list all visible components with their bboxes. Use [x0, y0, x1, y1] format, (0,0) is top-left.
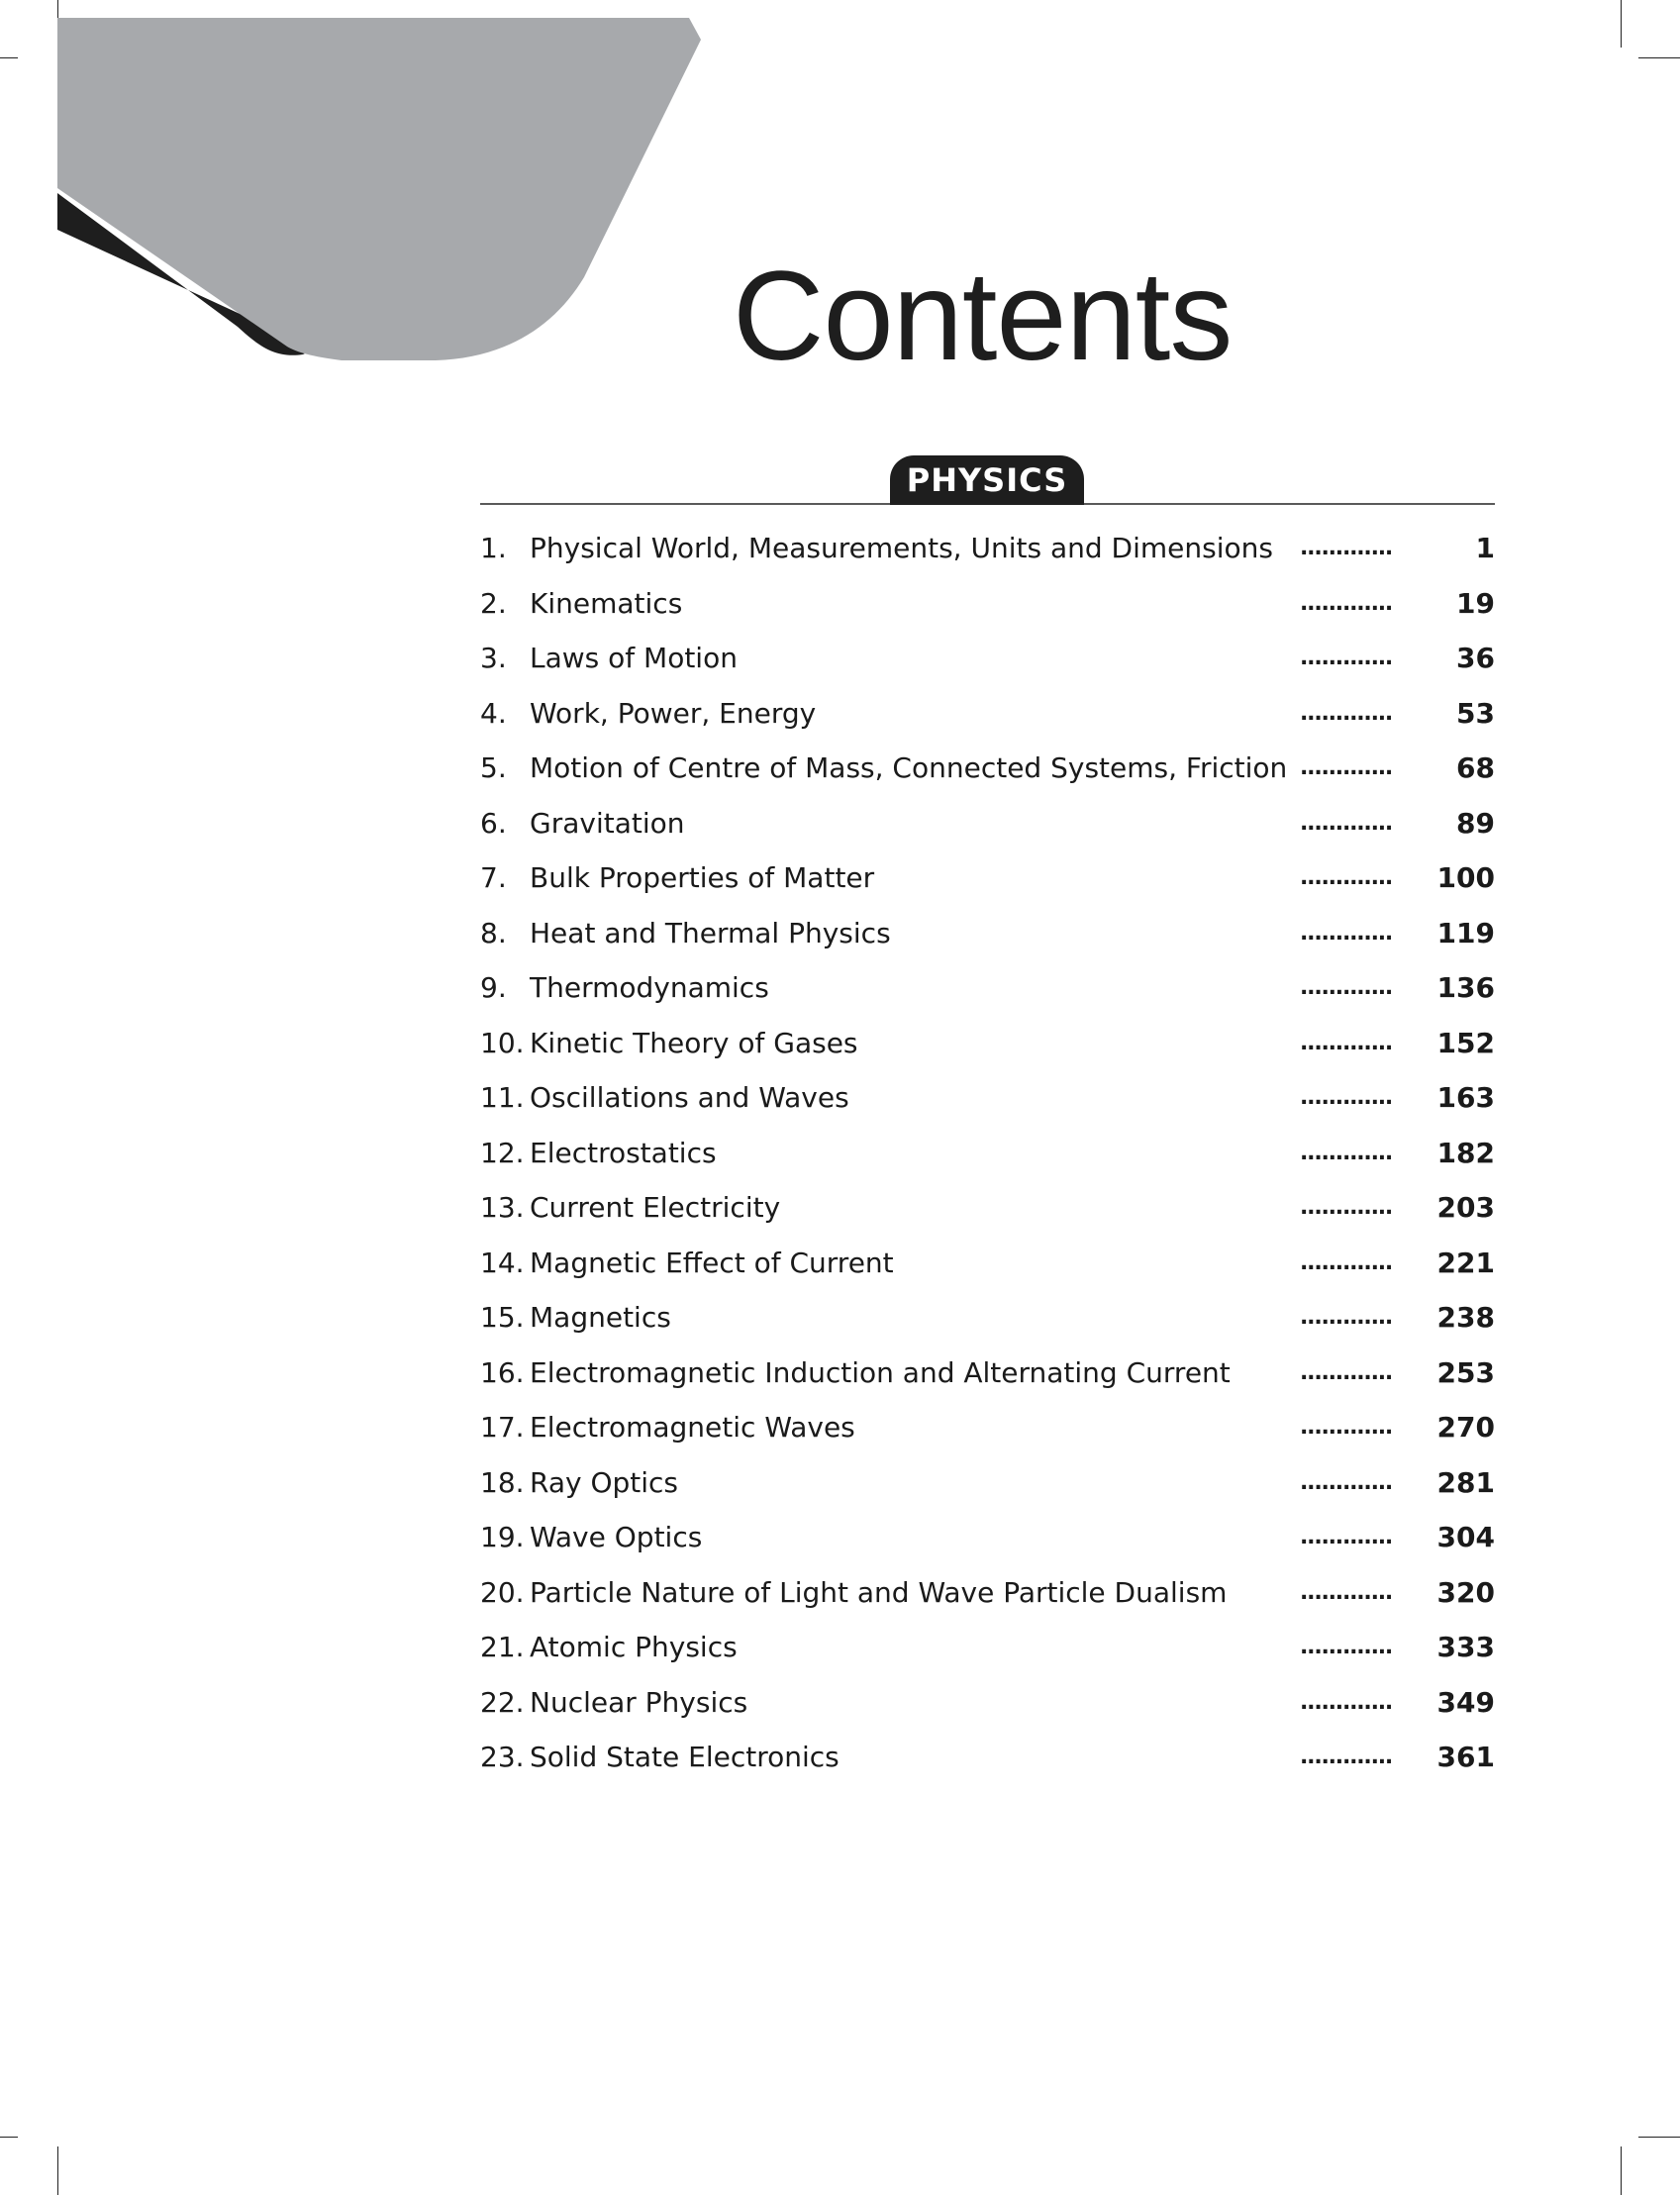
toc-entry-number: 20. [480, 1575, 525, 1609]
page-title: Contents [733, 246, 1233, 387]
toc-entry-title: Work, Power, Energy [530, 696, 817, 730]
toc-entry-number: 7. [480, 861, 507, 894]
corner-gray-shape [57, 18, 701, 360]
toc-entry-title: Oscillations and Waves [530, 1081, 849, 1114]
toc-entry-title: Gravitation [530, 806, 685, 840]
table-of-contents [480, 521, 1495, 1785]
toc-entry-page: 19 [1456, 586, 1495, 620]
toc-entry-page: 68 [1456, 751, 1495, 784]
toc-entry[interactable] [480, 521, 1495, 576]
toc-entry[interactable] [480, 1180, 1495, 1236]
toc-entry-number: 14. [480, 1246, 525, 1279]
toc-entry-title: Nuclear Physics [530, 1685, 748, 1719]
toc-entry[interactable] [480, 1346, 1495, 1401]
toc-entry-leader-dots: ............. [1300, 810, 1393, 836]
toc-entry-leader-dots: ............. [1300, 1525, 1393, 1549]
toc-entry-leader-dots: ............. [1300, 1635, 1393, 1659]
crop-mark [57, 2146, 58, 2195]
toc-entry-number: 23. [480, 1741, 525, 1773]
toc-entry-number: 12. [480, 1136, 525, 1169]
toc-entry-leader-dots: ............. [1300, 1469, 1393, 1495]
toc-entry-page: 238 [1436, 1301, 1495, 1334]
toc-entry-title: Particle Nature of Light and Wave Particle Dualism [530, 1575, 1228, 1609]
toc-entry-title: Wave Optics [530, 1521, 703, 1553]
toc-entry-page: 221 [1436, 1246, 1495, 1279]
toc-entry-page: 253 [1436, 1355, 1495, 1389]
toc-entry[interactable] [480, 906, 1495, 961]
toc-entry[interactable] [480, 1236, 1495, 1291]
toc-entry-page: 163 [1436, 1081, 1495, 1114]
toc-entry-title: Magnetics [530, 1301, 671, 1334]
toc-entry-leader-dots: ............. [1300, 975, 1393, 1000]
toc-entry-number: 15. [480, 1301, 525, 1334]
toc-entry-number: 10. [480, 1026, 525, 1059]
toc-entry-title: Kinetic Theory of Gases [530, 1026, 858, 1059]
toc-entry[interactable] [480, 796, 1495, 851]
toc-entry-page: 53 [1456, 696, 1495, 730]
toc-entry-title: Kinematics [530, 586, 683, 620]
toc-entry-number: 4. [480, 696, 507, 730]
toc-entry-title: Atomic Physics [530, 1631, 738, 1663]
toc-entry-title: Physical World, Measurements, Units and Dimensions [530, 532, 1273, 564]
toc-entry-page: 361 [1436, 1741, 1495, 1773]
toc-entry-page: 89 [1456, 806, 1495, 840]
toc-entry[interactable] [480, 631, 1495, 686]
toc-entry-number: 3. [480, 642, 507, 674]
crop-mark [0, 2137, 18, 2138]
toc-entry[interactable] [480, 1290, 1495, 1346]
toc-entry[interactable] [480, 1400, 1495, 1455]
toc-entry-title: Solid State Electronics [530, 1741, 840, 1773]
toc-entry[interactable] [480, 1016, 1495, 1071]
toc-entry[interactable] [480, 960, 1495, 1016]
toc-entry-page: 1 [1475, 532, 1495, 564]
toc-entry-page: 136 [1436, 971, 1495, 1004]
toc-entry-leader-dots: ............. [1300, 865, 1393, 890]
toc-entry-page: 304 [1436, 1521, 1495, 1553]
toc-entry-leader-dots: ............. [1300, 920, 1393, 946]
toc-entry-page: 100 [1436, 861, 1495, 894]
toc-entry-leader-dots: ............. [1300, 1415, 1393, 1440]
toc-entry-leader-dots: ............. [1300, 1140, 1393, 1165]
toc-entry-page: 270 [1436, 1411, 1495, 1444]
toc-entry-leader-dots: ............. [1300, 536, 1393, 560]
toc-entry-leader-dots: ............. [1300, 755, 1393, 780]
toc-entry-number: 2. [480, 586, 507, 620]
toc-entry-title: Ray Optics [530, 1465, 679, 1499]
toc-entry-number: 6. [480, 806, 507, 840]
toc-entry-number: 13. [480, 1191, 525, 1224]
toc-entry[interactable] [480, 686, 1495, 742]
toc-entry[interactable] [480, 1620, 1495, 1675]
toc-entry-leader-dots: ............. [1300, 1359, 1393, 1385]
toc-entry-page: 36 [1456, 642, 1495, 674]
toc-entry-page: 281 [1436, 1465, 1495, 1499]
toc-entry-number: 17. [480, 1411, 525, 1444]
toc-entry-title: Electrostatics [530, 1136, 717, 1169]
toc-entry-title: Magnetic Effect of Current [530, 1246, 894, 1279]
toc-entry[interactable] [480, 1126, 1495, 1181]
toc-entry-number: 1. [480, 532, 507, 564]
toc-entry-page: 152 [1436, 1026, 1495, 1059]
toc-entry-number: 18. [480, 1465, 525, 1499]
toc-entry[interactable] [480, 850, 1495, 906]
toc-entry-title: Thermodynamics [530, 971, 769, 1004]
crop-mark [1621, 0, 1622, 48]
toc-entry-leader-dots: ............. [1300, 1195, 1393, 1220]
toc-entry[interactable] [480, 1455, 1495, 1511]
toc-entry-leader-dots: ............. [1300, 1085, 1393, 1110]
toc-entry-leader-dots: ............. [1300, 590, 1393, 616]
toc-entry-number: 5. [480, 751, 507, 784]
toc-entry-number: 11. [480, 1081, 525, 1114]
toc-entry-title: Laws of Motion [530, 642, 738, 674]
toc-entry[interactable] [480, 1565, 1495, 1621]
crop-mark [1638, 57, 1680, 58]
toc-entry-leader-dots: ............. [1300, 1745, 1393, 1769]
toc-entry[interactable] [480, 741, 1495, 796]
toc-entry[interactable] [480, 1070, 1495, 1126]
toc-entry-title: Current Electricity [530, 1191, 781, 1224]
toc-entry-leader-dots: ............. [1300, 700, 1393, 726]
toc-entry-leader-dots: ............. [1300, 1689, 1393, 1715]
toc-entry-title: Electromagnetic Induction and Alternating Current [530, 1355, 1231, 1389]
toc-entry[interactable] [480, 576, 1495, 632]
toc-entry-leader-dots: ............. [1300, 1305, 1393, 1330]
toc-entry-leader-dots: ............. [1300, 1579, 1393, 1605]
toc-entry-page: 349 [1436, 1685, 1495, 1719]
toc-entry-title: Motion of Centre of Mass, Connected Systems, Friction [530, 751, 1288, 784]
crop-mark [1621, 2146, 1622, 2195]
toc-entry-title: Bulk Properties of Matter [530, 861, 875, 894]
toc-entry-leader-dots: ............. [1300, 1030, 1393, 1055]
toc-entry[interactable] [480, 1510, 1495, 1565]
toc-entry-page: 320 [1436, 1575, 1495, 1609]
crop-mark [1638, 2137, 1680, 2138]
toc-entry-page: 119 [1436, 916, 1495, 949]
toc-entry-page: 333 [1436, 1631, 1495, 1663]
toc-entry[interactable] [480, 1730, 1495, 1785]
toc-entry-page: 203 [1436, 1191, 1495, 1224]
toc-entry-number: 21. [480, 1631, 525, 1663]
toc-entry-title: Electromagnetic Waves [530, 1411, 855, 1444]
toc-entry[interactable] [480, 1675, 1495, 1731]
section-tab-physics: PHYSICS [890, 455, 1084, 505]
toc-entry-leader-dots: ............. [1300, 646, 1393, 670]
toc-entry-number: 22. [480, 1685, 525, 1719]
toc-entry-number: 19. [480, 1521, 525, 1553]
section-header [480, 453, 1495, 505]
toc-entry-page: 182 [1436, 1136, 1495, 1169]
toc-entry-title: Heat and Thermal Physics [530, 916, 891, 949]
toc-entry-number: 16. [480, 1355, 525, 1389]
toc-entry-number: 9. [480, 971, 507, 1004]
toc-entry-number: 8. [480, 916, 507, 949]
corner-decoration [0, 0, 713, 376]
toc-entry-leader-dots: ............. [1300, 1249, 1393, 1275]
